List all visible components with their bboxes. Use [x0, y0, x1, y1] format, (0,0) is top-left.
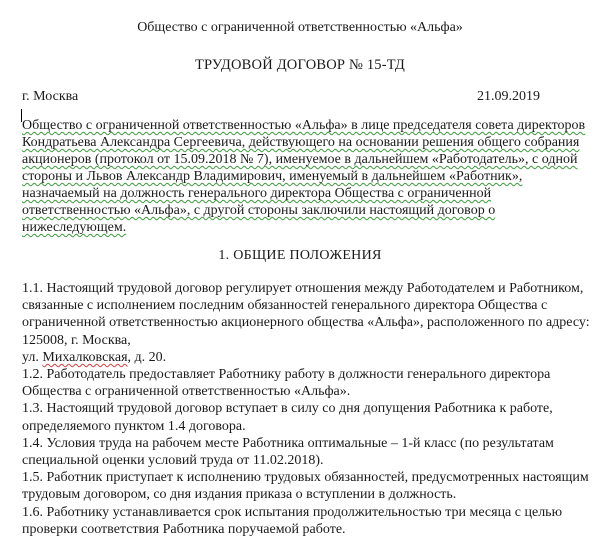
- intro-line: акционеров (протокол от 15.09.2018 № 7), именуемое в дальнейшем «Работодатель», с одной: [22, 152, 578, 167]
- clause-1-6-line: 1.6. Работнику устанавливается срок испытания продолжительностью три месяца с целью: [22, 504, 563, 520]
- section-heading: 1. ОБЩИЕ ПОЛОЖЕНИЯ: [218, 248, 382, 263]
- clause-1-1-line: связанные с исполнением последним обязанностей генерального директора Общества с: [22, 298, 548, 314]
- clause-1-1-line: 1.1. Настоящий трудовой договор регулирует отношения между Работодателем и Работником,: [22, 281, 584, 296]
- street-suffix: , д. 20.: [127, 349, 167, 365]
- clause-1-1-line: 125008, г. Москва,: [22, 332, 131, 348]
- clause-1-5-line: трудовым договором, со дня издания приказа о вступлении в должность.: [22, 487, 457, 503]
- contract-date: 21.09.2019: [477, 89, 540, 104]
- intro-line: ответственностью «Альфа», с другой стороны заключили настоящий договор о: [22, 203, 496, 218]
- clause-1-4-line: специальной оценки условий труда от 11.02.2018).: [22, 453, 324, 469]
- section-body[interactable]: [22, 280, 592, 538]
- street-prefix: ул.: [22, 349, 43, 365]
- street-name: Михалковская: [42, 349, 128, 365]
- contract-city: г. Москва: [22, 89, 79, 104]
- intro-line: нижеследующем.: [22, 220, 127, 235]
- organization-name: Общество с ограниченной ответственностью «Альфа»: [137, 20, 463, 35]
- clause-1-6-line: проверки соответствия Работника поручаемой работе.: [22, 521, 346, 537]
- clause-1-1-address: [22, 349, 592, 366]
- clause-1-1-line: ограниченной ответственностью акционерного общества «Альфа», расположенного по адресу:: [22, 315, 590, 331]
- intro-paragraph[interactable]: [22, 117, 592, 236]
- clause-1-2-line: 1.2. Работодатель предоставляет Работнику работу в должности генерального директора: [22, 367, 551, 383]
- clause-1-3-line: определяемого пунктом 1.4 договора.: [22, 418, 246, 434]
- intro-line: назначаемый на должность генерального директора Общества с ограниченной: [22, 186, 492, 201]
- intro-line: Общество с ограниченной ответственностью «Альфа» в лице председателя совета директоров: [22, 118, 586, 133]
- intro-line: стороны и Львов Александр Владимирович, именуемый в дальнейшем «Работник»,: [22, 169, 523, 184]
- clause-1-4-line: 1.4. Условия труда на рабочем месте Работника оптимальные – 1-й класс (по результатам: [22, 435, 554, 451]
- intro-line: Кондратьева Александра Сергеевича, действующего на основании решения общего собрания: [22, 135, 580, 150]
- clause-1-2-line: Общества с ограниченной ответственностью «Альфа».: [22, 384, 351, 400]
- clause-1-3-line: 1.3. Настоящий трудовой договор вступает в силу со дня допущения Работника к работе,: [22, 401, 553, 417]
- contract-title: ТРУДОВОЙ ДОГОВОР № 15-ТД: [194, 57, 406, 73]
- clause-1-5-line: 1.5. Работник приступает к исполнению трудовых обязанностей, предусмотренных настоящим: [22, 470, 589, 486]
